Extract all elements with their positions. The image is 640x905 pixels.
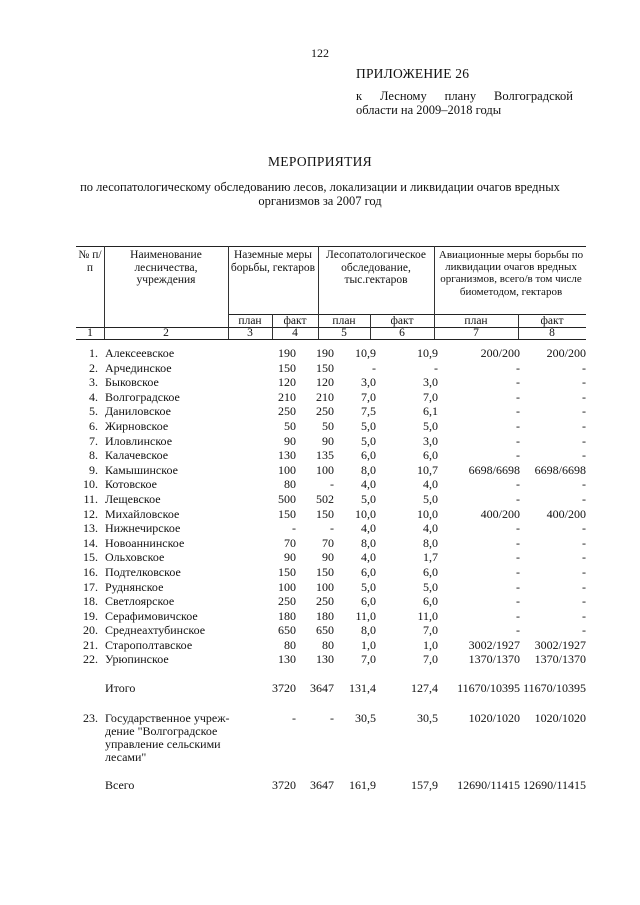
aviation-plan: -: [516, 521, 520, 536]
row-number: 14.: [83, 535, 98, 550]
ground-plan: 90: [284, 550, 296, 565]
table-row: [76, 623, 586, 638]
table-row: [76, 536, 586, 551]
unit-name: Арчединское: [105, 360, 172, 375]
row-number: 10.: [83, 477, 98, 492]
table-row: [76, 463, 586, 478]
survey-plan: 3,0: [361, 375, 376, 390]
unit-name: Новоаннинское: [105, 535, 185, 550]
row-spacer: [76, 667, 586, 681]
ground-plan: 3720: [272, 777, 296, 792]
ground-fact: 150: [316, 506, 334, 521]
aviation-fact: -: [582, 404, 586, 419]
aviation-plan: -: [516, 623, 520, 638]
ground-fact: -: [330, 521, 334, 536]
unit-name: Камышинское: [105, 462, 178, 477]
ground-plan: -: [292, 710, 296, 725]
aviation-fact: -: [582, 579, 586, 594]
ground-fact: 180: [316, 608, 334, 623]
ground-plan: 80: [284, 477, 296, 492]
survey-plan: 5,0: [361, 433, 376, 448]
ground-plan: 650: [278, 623, 296, 638]
aviation-fact: 400/200: [546, 506, 586, 521]
total-row: [76, 778, 586, 793]
unit-name: Среднеахтубинское: [105, 623, 206, 638]
aviation-fact: 200/200: [546, 346, 586, 360]
aviation-plan: -: [516, 535, 520, 550]
table-row: [76, 609, 586, 624]
aviation-plan: -: [516, 389, 520, 404]
survey-fact: 30,5: [417, 710, 438, 725]
aviation-fact: -: [582, 491, 586, 506]
aviation-plan: 3002/1927: [468, 637, 520, 652]
ground-plan: 3720: [272, 681, 296, 696]
ground-plan: 70: [284, 535, 296, 550]
table-row: [76, 594, 586, 609]
survey-fact: 6,0: [423, 448, 438, 463]
ground-fact: 150: [316, 360, 334, 375]
survey-plan: -: [372, 360, 376, 375]
survey-fact: 1,7: [423, 550, 438, 565]
survey-plan: 6,0: [361, 564, 376, 579]
aviation-plan: -: [516, 360, 520, 375]
aviation-plan: -: [516, 579, 520, 594]
header-divider: [104, 246, 105, 339]
ground-plan: 250: [278, 594, 296, 609]
unit-name: Михайловское: [105, 506, 180, 521]
ground-plan: -: [292, 521, 296, 536]
aviation-fact: -: [582, 550, 586, 565]
survey-fact: 10,9: [417, 346, 438, 360]
ground-plan: 250: [278, 404, 296, 419]
table-row: [76, 638, 586, 653]
aviation-fact: -: [582, 521, 586, 536]
survey-fact: 6,0: [423, 564, 438, 579]
aviation-plan: 400/200: [480, 506, 520, 521]
header-survey-fact: факт: [390, 315, 414, 327]
ground-plan: 150: [278, 564, 296, 579]
survey-plan: 10,9: [355, 346, 376, 360]
survey-fact: 8,0: [423, 535, 438, 550]
header-aviation-plan: план: [464, 315, 488, 327]
col-number: 6: [399, 327, 405, 339]
ground-fact: 190: [316, 346, 334, 360]
ground-plan: 500: [278, 491, 296, 506]
header-aviation-fact: факт: [540, 315, 564, 327]
survey-fact: 3,0: [423, 433, 438, 448]
row-spacer: [76, 764, 586, 778]
header-aviation: Авиационные меры борьбы по ликвидации очагов вредных организмов, всего/в том числе биометодом, гектаров: [438, 249, 584, 298]
unit-name: Старополтавское: [105, 637, 193, 652]
aviation-fact: 11670/10395: [523, 681, 586, 696]
survey-fact: 10,0: [417, 506, 438, 521]
row-spacer: [76, 696, 586, 712]
col-number: 3: [247, 327, 253, 339]
aviation-fact: -: [582, 360, 586, 375]
unit-name: Жирновское: [105, 418, 169, 433]
row-number: 22.: [83, 652, 98, 667]
survey-plan: 6,0: [361, 448, 376, 463]
table-row: [76, 419, 586, 434]
document-subtitle: по лесопатологическому обследованию лесов, локализации и ликвидации очагов вредных организмов за 2007 год: [80, 180, 560, 208]
aviation-plan: 1370/1370: [468, 652, 520, 667]
col-number: 7: [473, 327, 479, 339]
aviation-plan: -: [516, 608, 520, 623]
table-row: [76, 434, 586, 449]
aviation-plan: -: [516, 594, 520, 609]
survey-fact: 7,0: [423, 652, 438, 667]
ground-fact: -: [330, 477, 334, 492]
unit-name: Государственное учреж-дение "Волгоградское управление сельскими лесами": [105, 710, 230, 764]
aviation-plan: -: [516, 564, 520, 579]
header-ground: Наземные меры борьбы, гектаров: [230, 249, 316, 274]
ground-fact: 3647: [310, 681, 334, 696]
col-number: 1: [87, 327, 93, 339]
table-row: [76, 580, 586, 595]
row-number: 13.: [83, 521, 98, 536]
ground-plan: 50: [284, 418, 296, 433]
ground-fact: 120: [316, 375, 334, 390]
header-ground-plan: план: [238, 315, 262, 327]
row-number: 12.: [83, 506, 98, 521]
unit-name: Иловлинское: [105, 433, 173, 448]
row-number: [76, 681, 98, 696]
header-ground-fact: факт: [283, 315, 307, 327]
ground-fact: 100: [316, 579, 334, 594]
survey-fact: 4,0: [423, 521, 438, 536]
survey-fact: 7,0: [423, 389, 438, 404]
survey-plan: 5,0: [361, 418, 376, 433]
header-name: Наименование лесничества, учреждения: [130, 249, 202, 286]
aviation-fact: -: [582, 594, 586, 609]
aviation-fact: -: [582, 375, 586, 390]
header-survey: Лесопатологическое обследование, тыс.гектаров: [325, 249, 427, 286]
survey-fact: 3,0: [423, 375, 438, 390]
ground-fact: 80: [322, 637, 334, 652]
appendix-subtitle: к Лесному плану Волгоградской области на 2009–2018 годы: [356, 89, 573, 117]
survey-plan: 7,5: [361, 404, 376, 419]
aviation-fact: 1370/1370: [534, 652, 586, 667]
aviation-fact: -: [582, 448, 586, 463]
row-number: 19.: [83, 608, 98, 623]
ground-fact: 100: [316, 462, 334, 477]
table-row: [76, 477, 586, 492]
unit-name: Волгоградское: [105, 389, 180, 404]
unit-name: Подтелковское: [105, 564, 181, 579]
ground-fact: 250: [316, 594, 334, 609]
aviation-fact: -: [582, 535, 586, 550]
col-number: 2: [163, 327, 169, 339]
survey-fact: 5,0: [423, 491, 438, 506]
unit-name: Алексеевское: [105, 346, 175, 360]
ground-plan: 180: [278, 608, 296, 623]
ground-plan: 130: [278, 448, 296, 463]
survey-plan: 5,0: [361, 491, 376, 506]
unit-name: Ольховское: [105, 550, 165, 565]
survey-plan: 7,0: [361, 389, 376, 404]
aviation-plan: -: [516, 433, 520, 448]
aviation-fact: -: [582, 477, 586, 492]
survey-fact: 127,4: [411, 681, 438, 696]
table-row: [76, 712, 586, 764]
table-row: [76, 346, 586, 361]
ground-plan: 130: [278, 652, 296, 667]
unit-name: Лещевское: [105, 491, 161, 506]
survey-fact: 6,0: [423, 594, 438, 609]
row-number: 11.: [83, 491, 98, 506]
survey-plan: 161,9: [349, 777, 376, 792]
survey-plan: 8,0: [361, 462, 376, 477]
ground-fact: 135: [316, 448, 334, 463]
aviation-plan: 1020/1020: [468, 710, 520, 725]
aviation-fact: -: [582, 564, 586, 579]
ground-fact: -: [330, 710, 334, 725]
ground-fact: 90: [322, 550, 334, 565]
unit-name: Даниловское: [105, 404, 171, 419]
aviation-plan: -: [516, 448, 520, 463]
row-number: 8.: [89, 448, 98, 463]
row-number: 3.: [89, 375, 98, 390]
survey-plan: 8,0: [361, 623, 376, 638]
table-row: [76, 375, 586, 390]
unit-name: Урюпинское: [105, 652, 169, 667]
ground-fact: 150: [316, 564, 334, 579]
col-number: 8: [549, 327, 555, 339]
aviation-plan: -: [516, 418, 520, 433]
ground-plan: 120: [278, 375, 296, 390]
survey-plan: 6,0: [361, 594, 376, 609]
survey-plan: 1,0: [361, 637, 376, 652]
table-row: [76, 565, 586, 580]
table-row: [76, 361, 586, 376]
aviation-plan: -: [516, 477, 520, 492]
table-row: [76, 404, 586, 419]
survey-plan: 5,0: [361, 579, 376, 594]
ground-fact: 70: [322, 535, 334, 550]
unit-name: Калачевское: [105, 448, 169, 463]
ground-fact: 90: [322, 433, 334, 448]
aviation-plan: 11670/10395: [457, 681, 520, 696]
header-survey-plan: план: [332, 315, 356, 327]
table-row: [76, 390, 586, 405]
survey-fact: 6,1: [423, 404, 438, 419]
survey-plan: 8,0: [361, 535, 376, 550]
aviation-plan: 6698/6698: [468, 462, 520, 477]
aviation-fact: 1020/1020: [534, 710, 586, 725]
unit-name: Руднянское: [105, 579, 164, 594]
survey-fact: 157,9: [411, 777, 438, 792]
aviation-fact: -: [582, 608, 586, 623]
ground-plan: 100: [278, 462, 296, 477]
table-row: [76, 492, 586, 507]
col-number: 5: [341, 327, 347, 339]
survey-plan: 11,0: [355, 608, 376, 623]
row-number: 4.: [89, 389, 98, 404]
ground-fact: 502: [316, 491, 334, 506]
aviation-fact: -: [582, 389, 586, 404]
header-top-rule: [76, 246, 586, 247]
survey-fact: 5,0: [423, 579, 438, 594]
row-number: 16.: [83, 564, 98, 579]
unit-name: Всего: [105, 777, 135, 792]
survey-plan: 4,0: [361, 477, 376, 492]
ground-plan: 80: [284, 637, 296, 652]
aviation-fact: 3002/1927: [534, 637, 586, 652]
ground-plan: 90: [284, 433, 296, 448]
survey-fact: 5,0: [423, 418, 438, 433]
row-number: [76, 778, 98, 793]
survey-fact: 7,0: [423, 623, 438, 638]
row-number: 6.: [89, 418, 98, 433]
aviation-fact: -: [582, 433, 586, 448]
row-number: 7.: [89, 433, 98, 448]
table-row: [76, 521, 586, 536]
aviation-plan: -: [516, 375, 520, 390]
ground-fact: 650: [316, 623, 334, 638]
row-number: 5.: [89, 404, 98, 419]
aviation-plan: -: [516, 550, 520, 565]
survey-fact: 1,0: [423, 637, 438, 652]
ground-fact: 130: [316, 652, 334, 667]
ground-fact: 50: [322, 418, 334, 433]
survey-plan: 131,4: [349, 681, 376, 696]
aviation-fact: 6698/6698: [534, 462, 586, 477]
unit-name: Котовское: [105, 477, 157, 492]
survey-fact: 11,0: [417, 608, 438, 623]
ground-plan: 190: [278, 346, 296, 360]
ground-fact: 250: [316, 404, 334, 419]
ground-plan: 100: [278, 579, 296, 594]
survey-plan: 10,0: [355, 506, 376, 521]
unit-name: Итого: [105, 681, 136, 696]
aviation-plan: 200/200: [480, 346, 520, 360]
aviation-plan: -: [516, 491, 520, 506]
row-number: 18.: [83, 594, 98, 609]
row-number: 23.: [83, 710, 98, 725]
row-number: 9.: [89, 462, 98, 477]
survey-plan: 30,5: [355, 710, 376, 725]
row-number: 15.: [83, 550, 98, 565]
subtotal-row: [76, 681, 586, 696]
survey-plan: 4,0: [361, 521, 376, 536]
survey-plan: 7,0: [361, 652, 376, 667]
appendix-title: ПРИЛОЖЕНИЕ 26: [356, 66, 470, 81]
ground-plan: 150: [278, 360, 296, 375]
document-title: МЕРОПРИЯТИЯ: [268, 154, 372, 169]
unit-name: Серафимовичское: [105, 608, 198, 623]
ground-fact: 3647: [310, 777, 334, 792]
unit-name: Быковское: [105, 375, 159, 390]
aviation-plan: -: [516, 404, 520, 419]
unit-name: Нижнечирское: [105, 521, 181, 536]
survey-fact: 10,7: [417, 462, 438, 477]
table-body: [76, 346, 586, 792]
ground-plan: 150: [278, 506, 296, 521]
table-row: [76, 652, 586, 667]
unit-name: Светлоярское: [105, 594, 175, 609]
page-number: 122: [311, 46, 329, 60]
row-number: 21.: [83, 637, 98, 652]
header-num: № п/п: [78, 249, 102, 274]
aviation-fact: -: [582, 623, 586, 638]
row-number: 2.: [89, 360, 98, 375]
row-number: 17.: [83, 579, 98, 594]
aviation-fact: 12690/11415: [523, 777, 586, 792]
aviation-fact: -: [582, 418, 586, 433]
row-number: 1.: [89, 346, 98, 360]
col-number: 4: [292, 327, 298, 339]
survey-fact: 4,0: [423, 477, 438, 492]
row-number: 20.: [83, 623, 98, 638]
aviation-plan: 12690/11415: [457, 777, 520, 792]
table-row: [76, 507, 586, 522]
survey-plan: 4,0: [361, 550, 376, 565]
ground-plan: 210: [278, 389, 296, 404]
table-row: [76, 448, 586, 463]
ground-fact: 210: [316, 389, 334, 404]
table-row: [76, 550, 586, 565]
survey-fact: -: [434, 360, 438, 375]
